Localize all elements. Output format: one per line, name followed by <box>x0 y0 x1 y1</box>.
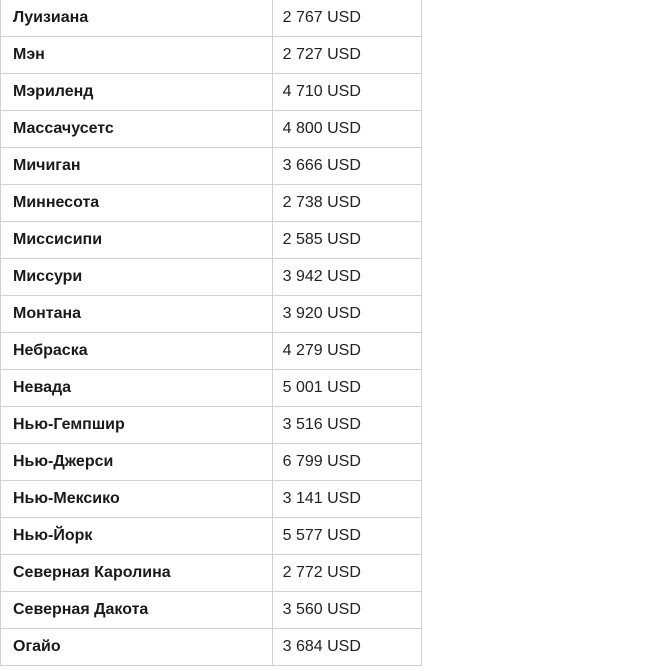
table-row <box>1 407 422 444</box>
cost-value-cell: 4 710 USD <box>272 74 421 111</box>
table-row <box>1 222 422 259</box>
cost-value-cell: 3 942 USD <box>272 259 421 296</box>
table-row <box>1 111 422 148</box>
cost-value-cell: 3 684 USD <box>272 629 421 666</box>
table-row <box>1 0 422 37</box>
state-name-cell: Мэриленд <box>1 74 273 111</box>
state-name-cell: Северная Дакота <box>1 592 273 629</box>
state-name-cell: Миссисипи <box>1 222 273 259</box>
state-name-cell: Северная Каролина <box>1 555 273 592</box>
state-name-cell: Нью-Йорк <box>1 518 273 555</box>
state-name-cell: Луизиана <box>1 0 273 37</box>
state-name-cell: Миссури <box>1 259 273 296</box>
cost-value-cell: 2 767 USD <box>272 0 421 37</box>
state-name-cell: Небраска <box>1 333 273 370</box>
state-name-cell: Монтана <box>1 296 273 333</box>
table-row <box>1 37 422 74</box>
table-row <box>1 148 422 185</box>
table-body <box>1 0 422 666</box>
table-row <box>1 74 422 111</box>
cost-value-cell: 3 516 USD <box>272 407 421 444</box>
cost-value-cell: 5 001 USD <box>272 370 421 407</box>
state-name-cell: Огайо <box>1 629 273 666</box>
cost-value-cell: 2 738 USD <box>272 185 421 222</box>
table-row <box>1 629 422 666</box>
cost-value-cell: 3 666 USD <box>272 148 421 185</box>
cost-value-cell: 3 560 USD <box>272 592 421 629</box>
cost-value-cell: 2 585 USD <box>272 222 421 259</box>
cost-value-cell: 6 799 USD <box>272 444 421 481</box>
table-row <box>1 518 422 555</box>
table-row <box>1 481 422 518</box>
state-name-cell: Нью-Гемпшир <box>1 407 273 444</box>
table-row <box>1 592 422 629</box>
cost-value-cell: 4 279 USD <box>272 333 421 370</box>
state-name-cell: Мэн <box>1 37 273 74</box>
state-name-cell: Миннесота <box>1 185 273 222</box>
table-row <box>1 370 422 407</box>
table-row <box>1 333 422 370</box>
table-row <box>1 296 422 333</box>
state-name-cell: Массачусетс <box>1 111 273 148</box>
cost-value-cell: 2 772 USD <box>272 555 421 592</box>
table-row <box>1 555 422 592</box>
table-row <box>1 444 422 481</box>
cost-value-cell: 5 577 USD <box>272 518 421 555</box>
state-name-cell: Нью-Мексико <box>1 481 273 518</box>
state-name-cell: Мичиган <box>1 148 273 185</box>
state-name-cell: Нью-Джерси <box>1 444 273 481</box>
cost-value-cell: 4 800 USD <box>272 111 421 148</box>
table-row <box>1 185 422 222</box>
cost-value-cell: 3 920 USD <box>272 296 421 333</box>
state-name-cell: Невада <box>1 370 273 407</box>
cost-value-cell: 2 727 USD <box>272 37 421 74</box>
cost-value-cell: 3 141 USD <box>272 481 421 518</box>
table-row <box>1 259 422 296</box>
